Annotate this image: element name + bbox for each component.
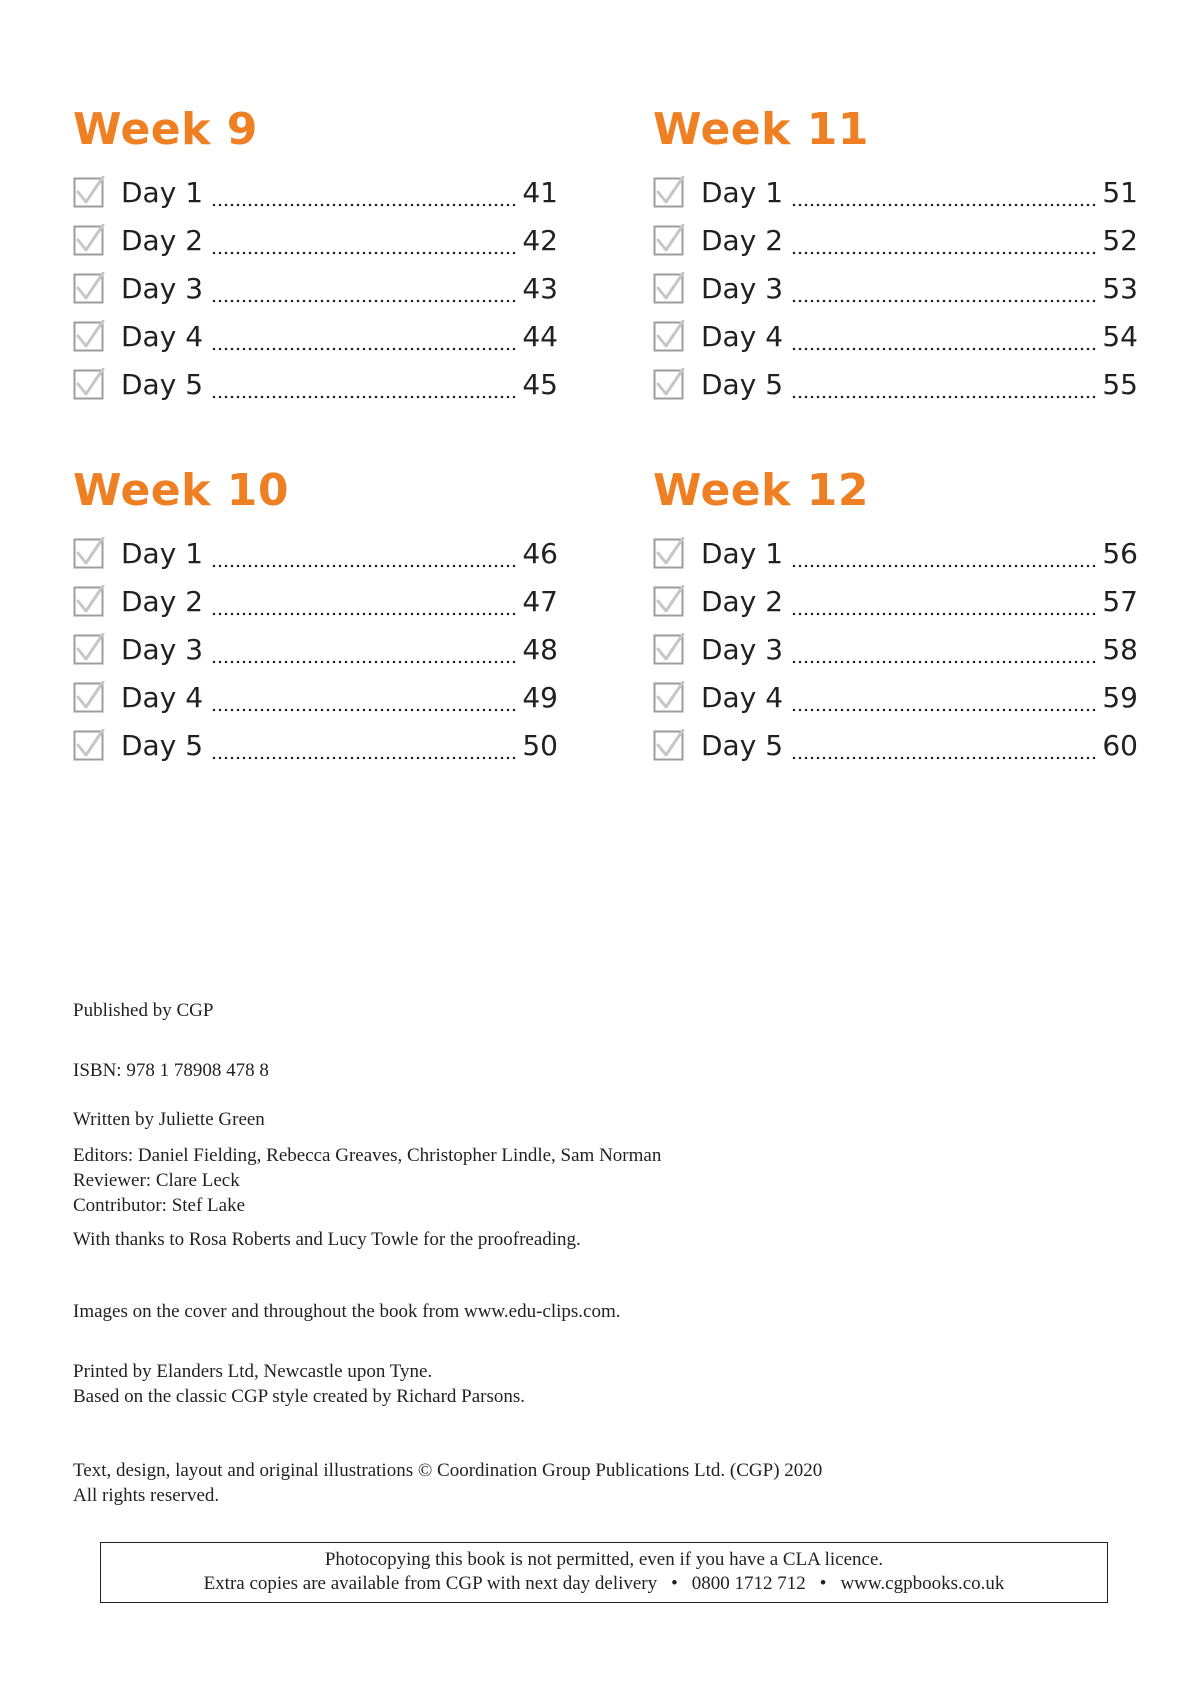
week-title: Week 9 (73, 104, 258, 155)
images-credit-line: Images on the cover and throughout the book from www.edu-clips.com. (73, 1301, 621, 1322)
rights-line: All rights reserved. (73, 1485, 220, 1506)
page-number: 58 (1102, 632, 1138, 666)
page-number: 41 (522, 175, 558, 209)
printed-line: Printed by Elanders Ltd, Newcastle upon Tyne. (73, 1361, 433, 1382)
images-credit-text (73, 1299, 1073, 1324)
day-row (653, 264, 1138, 312)
dot-leader (211, 589, 518, 617)
checkbox-tick-icon[interactable] (653, 537, 685, 569)
day-label: Day 4 (701, 680, 784, 714)
checkbox-tick-icon[interactable] (653, 681, 685, 713)
dot-leader (211, 276, 518, 304)
isbn-line: ISBN: 978 1 78908 478 8 (73, 1060, 269, 1081)
page-number: 43 (522, 271, 558, 305)
dot-leader (211, 541, 518, 569)
page-number: 60 (1102, 728, 1138, 762)
day-row (653, 360, 1138, 408)
day-row (73, 312, 558, 360)
thanks-line: With thanks to Rosa Roberts and Lucy Towle for the proofreading. (73, 1229, 581, 1250)
day-row (73, 168, 558, 216)
day-row (653, 312, 1138, 360)
dot-leader (791, 276, 1098, 304)
dot-leader (211, 372, 518, 400)
week-title: Week 10 (73, 465, 289, 516)
checkbox-tick-icon[interactable] (73, 681, 105, 713)
page-number: 56 (1102, 536, 1138, 570)
reviewer-line: Reviewer: Clare Leck (73, 1170, 240, 1191)
week-10-section (73, 465, 558, 769)
day-label: Day 1 (121, 175, 204, 209)
page-number: 57 (1102, 584, 1138, 618)
order-info-line (101, 1572, 1107, 1596)
day-label: Day 5 (701, 728, 784, 762)
day-row (653, 216, 1138, 264)
checkbox-tick-icon[interactable] (73, 368, 105, 400)
day-label: Day 4 (701, 319, 784, 353)
day-label: Day 3 (121, 632, 204, 666)
contributor-line: Contributor: Stef Lake (73, 1195, 246, 1216)
dot-leader (791, 733, 1098, 761)
copyright-line: Text, design, layout and original illustrations © Coordination Group Publications Ltd. (CGP) 2020 (73, 1460, 823, 1481)
day-row (73, 721, 558, 769)
day-row (73, 216, 558, 264)
page-number: 53 (1102, 271, 1138, 305)
page-number: 47 (522, 584, 558, 618)
day-row (653, 625, 1138, 673)
checkbox-tick-icon[interactable] (653, 224, 685, 256)
dot-leader (211, 637, 518, 665)
day-label: Day 3 (701, 271, 784, 305)
checkbox-tick-icon[interactable] (73, 585, 105, 617)
day-label: Day 3 (121, 271, 204, 305)
page-number: 54 (1102, 319, 1138, 353)
dot-leader (211, 685, 518, 713)
week-title: Week 12 (653, 465, 869, 516)
bullet-separator: • (671, 1573, 678, 1594)
checkbox-tick-icon[interactable] (73, 176, 105, 208)
checkbox-tick-icon[interactable] (73, 537, 105, 569)
day-label: Day 1 (701, 175, 784, 209)
day-row (653, 168, 1138, 216)
day-label: Day 2 (121, 223, 204, 257)
page-number: 48 (522, 632, 558, 666)
day-label: Day 5 (121, 728, 204, 762)
bullet-separator: • (819, 1573, 827, 1594)
photocopy-notice-box (100, 1542, 1108, 1603)
day-row (73, 625, 558, 673)
checkbox-tick-icon[interactable] (73, 320, 105, 352)
day-label: Day 4 (121, 680, 204, 714)
dot-leader (791, 589, 1098, 617)
week-11-section (653, 104, 1138, 408)
dot-leader (791, 324, 1098, 352)
day-row (653, 673, 1138, 721)
dot-leader (791, 685, 1098, 713)
day-row (73, 529, 558, 577)
day-row (73, 360, 558, 408)
day-row (73, 577, 558, 625)
page-number: 55 (1102, 367, 1138, 401)
day-label: Day 1 (701, 536, 784, 570)
day-row (653, 529, 1138, 577)
dot-leader (211, 324, 518, 352)
day-label: Day 4 (121, 319, 204, 353)
published-line: Published by CGP (73, 1000, 214, 1021)
page-number: 52 (1102, 223, 1138, 257)
photocopy-notice-line: Photocopying this book is not permitted, even if you have a CLA licence. (324, 1549, 884, 1570)
author-line: Written by Juliette Green (73, 1109, 265, 1130)
day-row (73, 264, 558, 312)
checkbox-tick-icon[interactable] (653, 176, 685, 208)
week-12-section (653, 465, 1138, 769)
dot-leader (791, 372, 1098, 400)
day-row (653, 577, 1138, 625)
dot-leader (211, 733, 518, 761)
day-row (653, 721, 1138, 769)
dot-leader (211, 180, 518, 208)
phone-number: 0800 1712 712 (691, 1573, 806, 1594)
day-label: Day 5 (701, 367, 784, 401)
day-label: Day 1 (121, 536, 204, 570)
checkbox-tick-icon[interactable] (653, 633, 685, 665)
page-number: 46 (522, 536, 558, 570)
page-number: 45 (522, 367, 558, 401)
page-number: 44 (522, 319, 558, 353)
isbn-text (73, 1058, 1073, 1083)
page-number: 49 (522, 680, 558, 714)
dot-leader (791, 228, 1098, 256)
thanks-text (73, 1227, 1073, 1252)
checkbox-tick-icon[interactable] (653, 729, 685, 761)
published-by-text (73, 998, 1073, 1023)
dot-leader (791, 541, 1098, 569)
checkbox-tick-icon[interactable] (73, 272, 105, 304)
day-row (73, 673, 558, 721)
week-title: Week 11 (653, 104, 869, 155)
checkbox-tick-icon[interactable] (73, 633, 105, 665)
order-info-text: Extra copies are available from CGP with next day delivery (203, 1573, 658, 1594)
dot-leader (791, 180, 1098, 208)
checkbox-tick-icon[interactable] (73, 224, 105, 256)
page-number: 51 (1102, 175, 1138, 209)
based-on-line: Based on the classic CGP style created by Richard Parsons. (73, 1386, 526, 1407)
credits-block (73, 1143, 1073, 1218)
day-label: Day 5 (121, 367, 204, 401)
checkbox-tick-icon[interactable] (653, 585, 685, 617)
copyright-block (73, 1458, 1073, 1508)
page-number: 59 (1102, 680, 1138, 714)
checkbox-tick-icon[interactable] (653, 272, 685, 304)
page-number: 42 (522, 223, 558, 257)
dot-leader (791, 637, 1098, 665)
checkbox-tick-icon[interactable] (653, 320, 685, 352)
author-text (73, 1107, 1073, 1132)
day-label: Day 3 (701, 632, 784, 666)
page-number: 50 (522, 728, 558, 762)
website-link[interactable]: www.cgpbooks.co.uk (840, 1573, 1005, 1594)
week-9-section (73, 104, 558, 408)
dot-leader (211, 228, 518, 256)
day-label: Day 2 (701, 223, 784, 257)
day-label: Day 2 (121, 584, 204, 618)
day-label: Day 2 (701, 584, 784, 618)
editors-line: Editors: Daniel Fielding, Rebecca Greaves, Christopher Lindle, Sam Norman (73, 1145, 662, 1166)
checkbox-tick-icon[interactable] (73, 729, 105, 761)
printer-block (73, 1359, 1073, 1409)
checkbox-tick-icon[interactable] (653, 368, 685, 400)
